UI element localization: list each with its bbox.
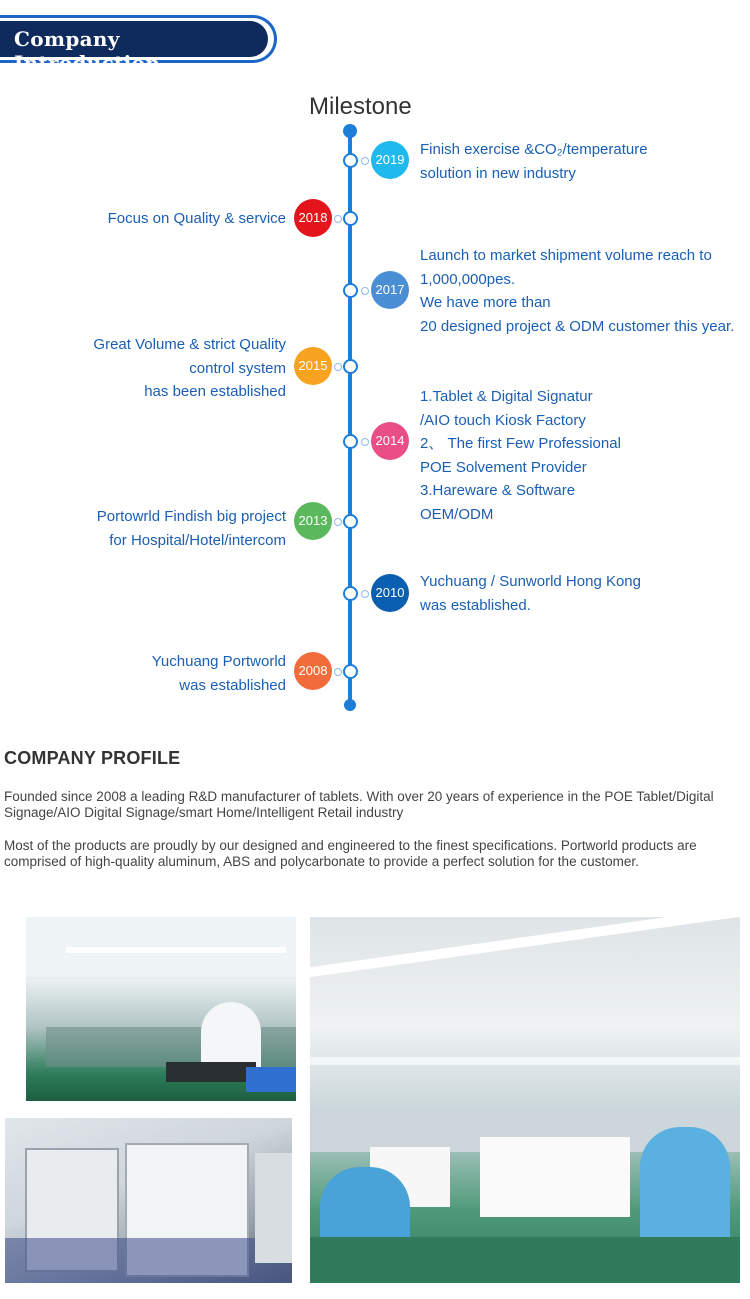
banner-background — [0, 21, 268, 75]
milestone-description-2019 — [420, 138, 648, 185]
cleanroom-worker-photo — [26, 917, 296, 1101]
milestone-line: Yuchuang / Sunworld Hong Kong — [420, 573, 641, 590]
milestone-line: Portowrld Findish big project — [96, 508, 286, 525]
profile-heading: COMPANY PROFILE — [4, 748, 181, 768]
milestone-description-2013 — [97, 505, 286, 552]
profile-paragraph-1: Founded since 2008 a leading R&D manufacturer of tablets. With over 20 years of experience in the POE Tablet/Digital Signage/AIO Digital Signage/smart Home/Intelligent Retail industry — [4, 789, 714, 820]
milestone-line: 3.Hareware & Software — [420, 482, 576, 499]
banner-title: Company Introduction — [14, 27, 161, 75]
milestone-line: POE Solvement Provider — [420, 458, 587, 476]
milestone-description-2008 — [152, 650, 286, 697]
assembly-line-photo — [310, 917, 740, 1283]
timeline-node-2018 — [343, 211, 358, 226]
timeline-end-dot — [344, 699, 356, 711]
milestone-title: Milestone — [309, 93, 412, 120]
timeline-connector-2010 — [361, 590, 369, 598]
timeline-connector-2008 — [334, 668, 342, 676]
timeline-connector-2015 — [334, 363, 342, 371]
milestone-line: 1,000,000pes. — [420, 270, 516, 288]
year-badge-2008: 2008 — [294, 652, 332, 690]
year-badge-2017: 2017 — [371, 271, 409, 309]
milestone-line: Launch to market shipment volume reach to — [420, 247, 712, 264]
milestone-line: 2、 The first Few Professional — [420, 435, 621, 452]
timeline-connector-2017 — [361, 287, 369, 295]
timeline-start-dot — [343, 124, 357, 138]
milestone-line: has been established — [144, 383, 286, 400]
milestone-line: /AIO touch Kiosk Factory — [420, 411, 586, 429]
year-badge-2010: 2010 — [371, 574, 409, 612]
milestone-line: Yuchuang Portworld — [151, 653, 286, 670]
timeline-connector-2014 — [361, 438, 369, 446]
milestone-line: solution in new industry — [420, 164, 576, 182]
milestone-line: 20 designed project & ODM customer this year. — [420, 317, 735, 335]
year-badge-2014: 2014 — [371, 422, 409, 460]
timeline-node-2008 — [343, 664, 358, 679]
smt-machine-photo — [5, 1118, 292, 1283]
milestone-line: Great Volume & strict Quality — [93, 336, 286, 353]
profile-paragraph-2: Most of the products are proudly by our designed and engineered to the finest specifications. Portworld products are comprised of high-quality aluminum, ABS and polycarbonate to provide a perfect solution for the customer. — [4, 838, 697, 869]
timeline-connector-2013 — [334, 518, 342, 526]
milestone-line: OEM/ODM — [420, 505, 494, 523]
timeline-node-2010 — [343, 586, 358, 601]
milestone-line: Focus on Quality & service — [107, 210, 286, 227]
timeline-node-2014 — [343, 434, 358, 449]
milestone-description-2014 — [420, 385, 621, 526]
milestone-line: We have more than — [420, 294, 551, 311]
milestone-line: was established — [179, 676, 286, 694]
year-badge-2018: 2018 — [294, 199, 332, 237]
timeline-node-2013 — [343, 514, 358, 529]
year-badge-2015: 2015 — [294, 347, 332, 385]
milestone-line: was established. — [420, 596, 531, 614]
timeline-node-2019 — [343, 153, 358, 168]
milestone-line: 1.Tablet & Digital Signatur — [420, 388, 593, 405]
milestone-line: control system — [189, 359, 286, 377]
timeline-connector-2018 — [334, 215, 342, 223]
year-badge-2013: 2013 — [294, 502, 332, 540]
milestone-line: for Hospital/Hotel/intercom — [109, 531, 286, 549]
milestone-description-2010 — [420, 570, 641, 617]
milestone-description-2015 — [93, 333, 286, 404]
milestone-description-2018 — [108, 207, 286, 231]
timeline-node-2015 — [343, 359, 358, 374]
section-banner — [0, 18, 274, 75]
year-badge-2019: 2019 — [371, 141, 409, 179]
milestone-description-2017 — [420, 244, 734, 338]
milestone-line: Finish exercise &CO₂/temperature — [420, 141, 648, 158]
timeline-node-2017 — [343, 283, 358, 298]
timeline-connector-2019 — [361, 157, 369, 165]
